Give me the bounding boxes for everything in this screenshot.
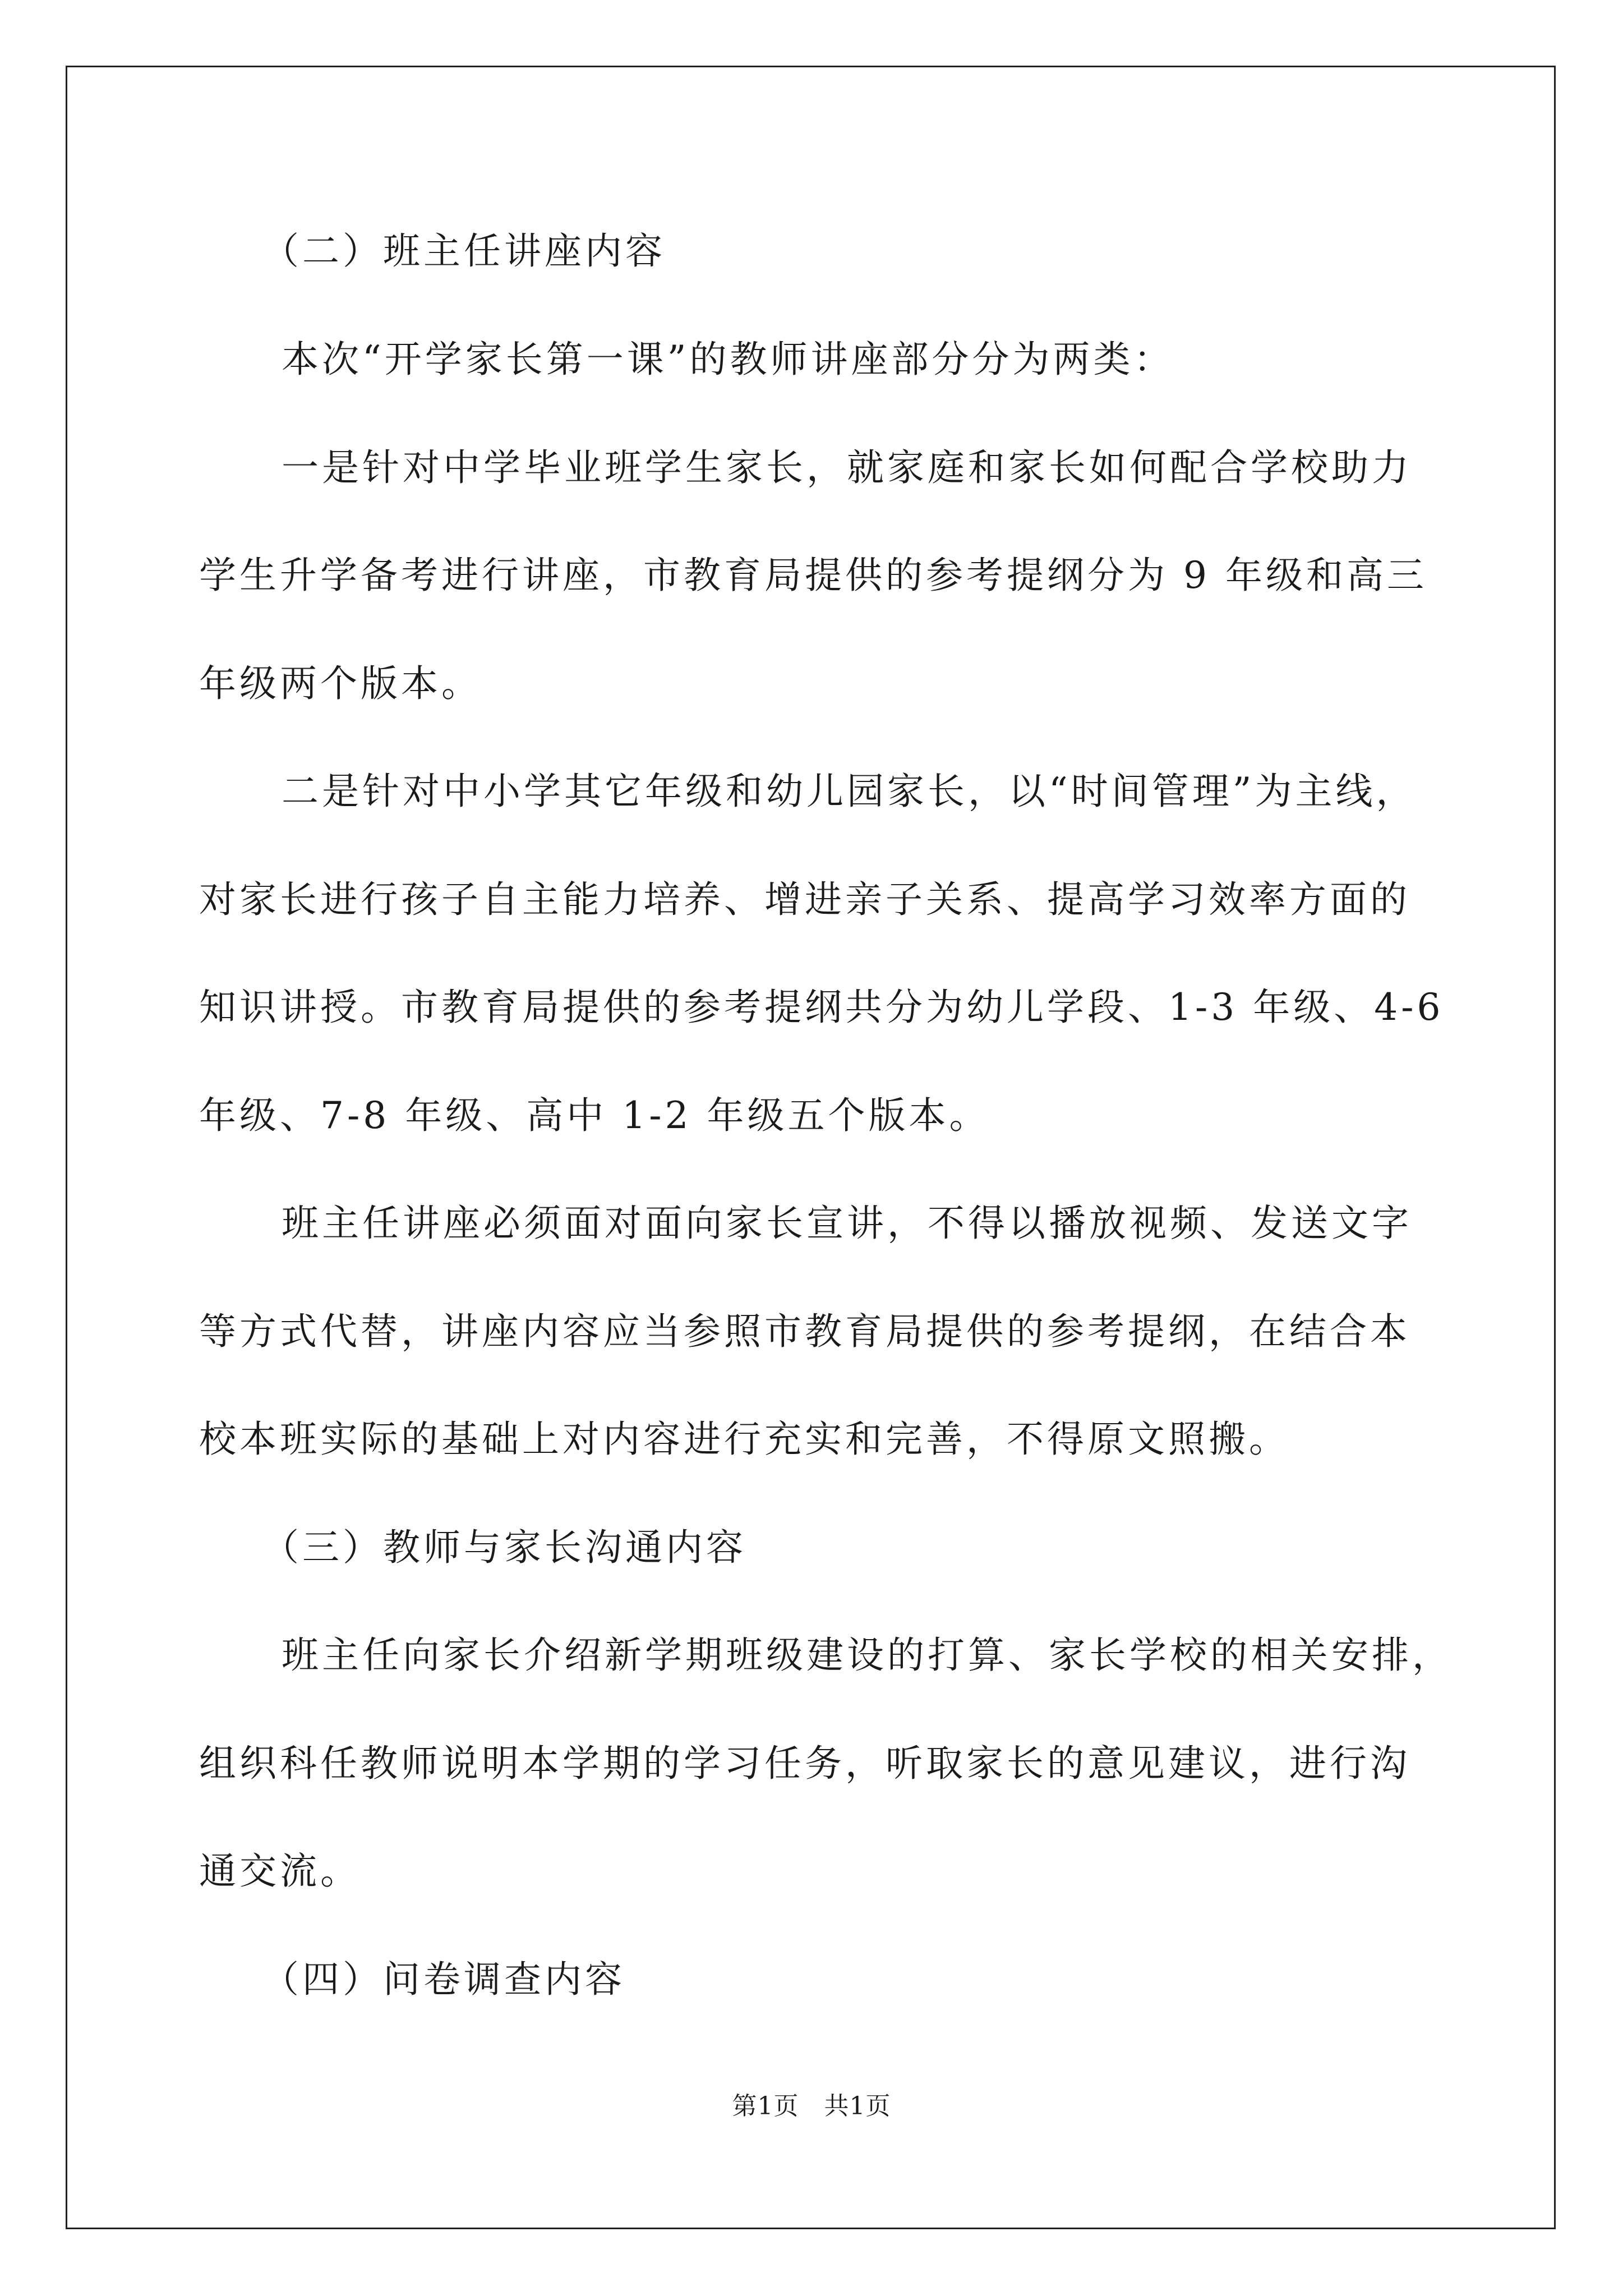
paragraph-line: 年级两个版本。 xyxy=(199,662,482,705)
section-heading-3: （三）教师与家长沟通内容 xyxy=(262,1526,746,1569)
paragraph-line: 校本班实际的基础上对内容进行充实和完善，不得原文照搬。 xyxy=(199,1418,1289,1461)
paragraph-line: 知识讲授。市教育局提供的参考提纲共分为幼儿学段、1-3 年级、4-6 xyxy=(199,986,1444,1029)
section-heading-2: （二）班主任讲座内容 xyxy=(262,229,666,273)
paragraph-line: 年级、7-8 年级、高中 1-2 年级五个版本。 xyxy=(199,1094,990,1137)
paragraph-line: 等方式代替，讲座内容应当参照市教育局提供的参考提纲，在结合本 xyxy=(199,1310,1410,1353)
paragraph-line: 班主任向家长介绍新学期班级建设的打算、家长学校的相关安排， xyxy=(282,1634,1453,1677)
paragraph-line: 对家长进行孩子自主能力培养、增进亲子关系、提高学习效率方面的 xyxy=(199,878,1410,921)
paragraph-line: 本次“开学家长第一课”的教师讲座部分分为两类： xyxy=(282,338,1174,381)
paragraph-line: 组织科任教师说明本学期的学习任务，听取家长的意见建议，进行沟 xyxy=(199,1742,1410,1785)
paragraph-line: 一是针对中学毕业班学生家长，就家庭和家长如何配合学校助力 xyxy=(282,446,1412,489)
page-number-footer: 第1页 共1页 xyxy=(732,2092,891,2120)
section-heading-4: （四）问卷调查内容 xyxy=(262,1958,625,2001)
paragraph-line: 学生升学备考进行讲座，市教育局提供的参考提纲分为 9 年级和高三 xyxy=(199,554,1427,597)
paragraph-line: 通交流。 xyxy=(199,1849,361,1893)
paragraph-line: 二是针对中小学其它年级和幼儿园家长，以“时间管理”为主线， xyxy=(282,770,1417,813)
page-border xyxy=(66,66,1556,2229)
paragraph-line: 班主任讲座必须面对面向家长宣讲，不得以播放视频、发送文字 xyxy=(282,1202,1412,1245)
